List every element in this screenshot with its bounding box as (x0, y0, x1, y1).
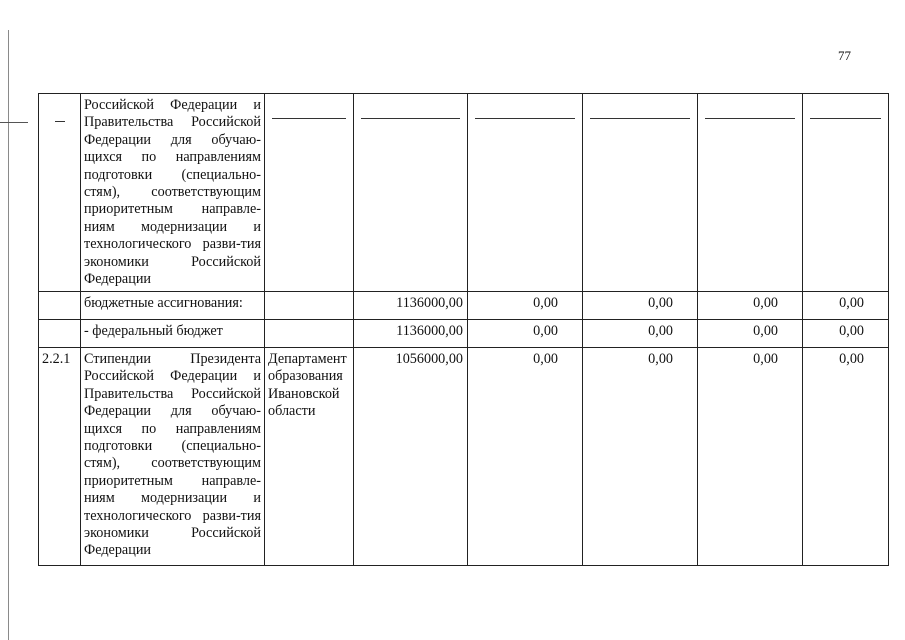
amount-cell: 1136000,00 (354, 320, 468, 348)
measure-name-cell: Российской Федерации и Правительства Российской Федерации для обучаю-щихся по направлениям подготовки (специально-стям), соответствующим приоритетным направле-ниям модернизации и технологического разви-тия экономики Российской Федерации (81, 94, 265, 292)
dash-placeholder (272, 118, 346, 119)
table-row (39, 94, 889, 292)
measure-name-cell: - федеральный бюджет (81, 320, 265, 348)
executor-cell: Департамент образования Ивановской области (265, 348, 354, 566)
executor-cell (265, 292, 354, 320)
value-cell (698, 94, 803, 292)
row-number-cell: 2.2.1 (39, 348, 81, 566)
value-cell: 0,00 (583, 292, 698, 320)
executor-cell (265, 320, 354, 348)
table-row (39, 320, 889, 348)
dash-placeholder (55, 121, 65, 122)
measure-name-cell: Стипендии Президента Российской Федерации и Правительства Российской Федерации для обучаю-щихся по направлениям подготовки (специально-стям), соответствующим приоритетным направле-ниям модернизации и технологического разви-тия экономики Российской Федерации (81, 348, 265, 566)
dash-placeholder (810, 118, 881, 119)
value-cell: 0,00 (583, 320, 698, 348)
value-cell (803, 94, 889, 292)
value-cell: 0,00 (468, 348, 583, 566)
row-number-cell (39, 292, 81, 320)
row-number-cell (39, 320, 81, 348)
measure-name-cell: бюджетные ассигнования: (81, 292, 265, 320)
value-cell: 0,00 (803, 348, 889, 566)
page-number: 77 (838, 48, 851, 63)
table-row (39, 348, 889, 566)
value-cell (583, 94, 698, 292)
amount-cell (354, 94, 468, 292)
dash-placeholder (705, 118, 795, 119)
executor-cell (265, 94, 354, 292)
value-cell: 0,00 (698, 320, 803, 348)
value-cell: 0,00 (698, 292, 803, 320)
value-cell: 0,00 (803, 320, 889, 348)
amount-cell: 1136000,00 (354, 292, 468, 320)
margin-tick-mark (0, 122, 28, 123)
value-cell: 0,00 (583, 348, 698, 566)
value-cell: 0,00 (468, 320, 583, 348)
value-cell (468, 94, 583, 292)
dash-placeholder (361, 118, 460, 119)
table-row (39, 292, 889, 320)
amount-cell: 1056000,00 (354, 348, 468, 566)
value-cell: 0,00 (698, 348, 803, 566)
value-cell: 0,00 (803, 292, 889, 320)
budget-table (38, 93, 889, 566)
row-number-cell (39, 94, 81, 292)
value-cell: 0,00 (468, 292, 583, 320)
dash-placeholder (590, 118, 690, 119)
dash-placeholder (475, 118, 575, 119)
